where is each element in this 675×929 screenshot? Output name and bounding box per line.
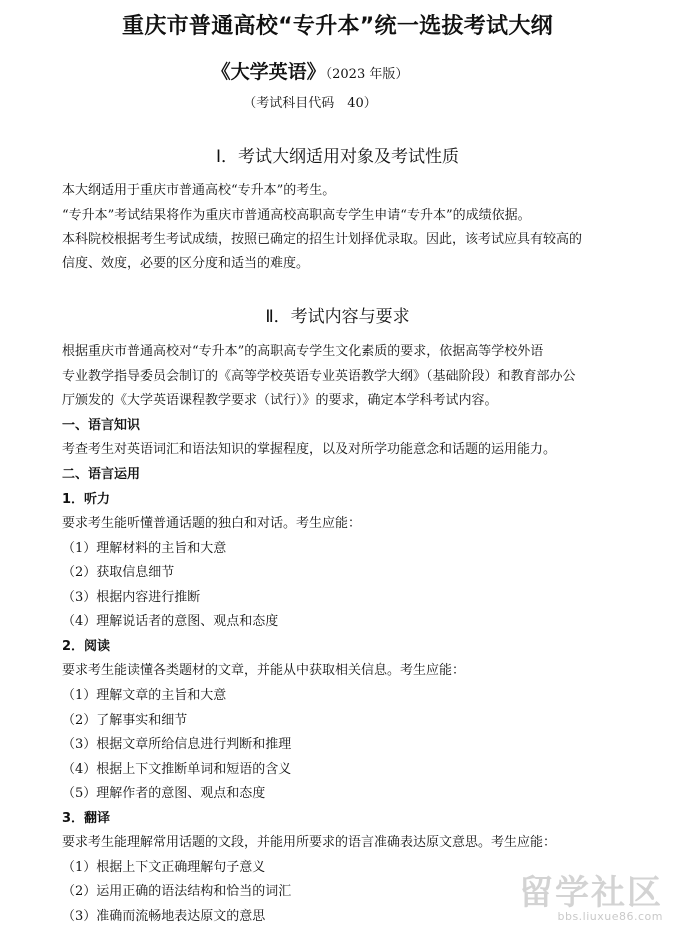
item-heading: 2．阅读 xyxy=(62,639,111,654)
list-item: （4）理解说话者的意图、观点和态度 xyxy=(62,614,279,629)
paragraph-line: 考查考生对英语词汇和语法知识的掌握程度，以及对所学功能意念和话题的运用能力。 xyxy=(62,442,557,457)
paragraph-line: 专业教学指导委员会制订的《高等学校英语专业英语教学大纲》（基础阶段）和教育部办公 xyxy=(62,369,576,384)
section-1-heading: Ⅰ．考试大纲适用对象及考试性质 xyxy=(215,147,459,167)
list-item: （2）了解事实和细节 xyxy=(62,713,188,728)
paragraph-line: 信度、效度，必要的区分度和适当的难度。 xyxy=(62,256,310,271)
paragraph-line: 要求考生能听懂普通话题的独白和对话。考生应能： xyxy=(62,516,362,531)
paragraph-line: 根据重庆市普通高校对“专升本”的高职高专学生文化素质的要求，依据高等学校外语 xyxy=(62,344,544,359)
document-title: 重庆市普通高校“专升本”统一选拔考试大纲 xyxy=(122,14,553,39)
list-item: （2）获取信息细节 xyxy=(62,565,175,580)
paragraph-line: 厅颁发的《大学英语课程教学要求（试行）》的要求，确定本学科考试内容。 xyxy=(62,393,498,408)
paragraph-line: “专升本”考试结果将作为重庆市普通高校高职高专学生申请“专升本”的成绩依据。 xyxy=(62,208,531,223)
list-item: （5）理解作者的意图、观点和态度 xyxy=(62,786,266,801)
list-item: （1）理解文章的主旨和大意 xyxy=(62,688,227,703)
subsection-heading: 一、语言知识 xyxy=(62,418,141,433)
list-item: （1）理解材料的主旨和大意 xyxy=(62,541,227,556)
subject-line xyxy=(0,57,620,84)
section-2-heading: Ⅱ．考试内容与要求 xyxy=(265,307,410,327)
paragraph-line: 要求考生能理解常用话题的文段，并能用所要求的语言准确表达原文意思。考生应能： xyxy=(62,835,557,850)
item-heading: 3．翻译 xyxy=(62,811,111,826)
list-item: （3）准确而流畅地表达原文的意思 xyxy=(62,909,266,924)
paragraph-line: 本科院校根据考生考试成绩，按照已确定的招生计划择优录取。因此，该考试应具有较高的 xyxy=(62,232,583,247)
list-item: （4）根据上下文推断单词和短语的含义 xyxy=(62,762,292,777)
paragraph-line: 要求考生能读懂各类题材的文章，并能从中获取相关信息。考生应能： xyxy=(62,663,466,678)
paragraph-line: 本大纲适用于重庆市普通高校“专升本”的考生。 xyxy=(62,183,336,198)
watermark-url: bbs.liuxue86.com xyxy=(557,910,663,923)
subject-name: 《大学英语》 xyxy=(211,61,326,83)
subsection-heading: 二、语言运用 xyxy=(62,467,141,482)
list-item: （3）根据文章所给信息进行判断和推理 xyxy=(62,737,292,752)
edition-label: （2023 年版） xyxy=(325,67,409,82)
list-item: （2）运用正确的语法结构和恰当的词汇 xyxy=(62,884,292,899)
subject-code: （考试科目代码 40） xyxy=(243,96,377,111)
list-item: （3）根据内容进行推断 xyxy=(62,590,201,605)
watermark xyxy=(519,865,663,923)
list-item: （1）根据上下文正确理解句子意义 xyxy=(62,860,266,875)
item-heading: 1．听力 xyxy=(62,492,111,507)
watermark-logo-text: 留学社区 xyxy=(519,873,663,913)
